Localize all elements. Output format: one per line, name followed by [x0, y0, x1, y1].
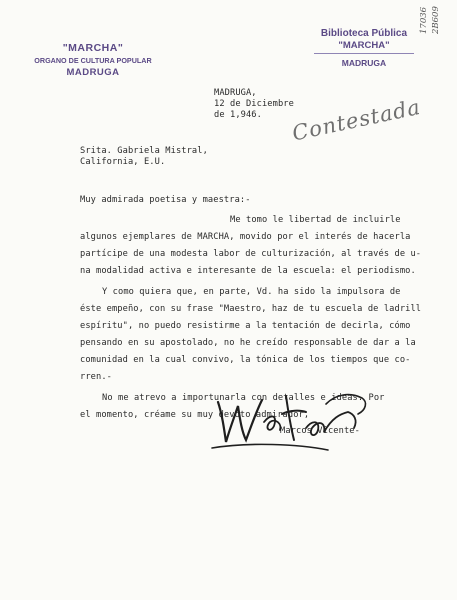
recipient-location: California, E.U.	[80, 157, 166, 167]
typed-signature: Marcos Vicente-	[280, 426, 360, 436]
date-line-2: 12 de Diciembre	[214, 99, 294, 109]
date-line-3: de 1,946.	[214, 110, 262, 120]
body-line: Me tomo le libertad de incluirle	[230, 215, 401, 225]
body-line: rren.-	[80, 372, 112, 382]
stamp-line-3: MADRUGA	[341, 58, 387, 68]
salutation: Muy admirada poetisa y maestra:-	[80, 195, 251, 205]
stamp-divider	[314, 53, 414, 54]
letterhead-city: MADRUGA	[66, 67, 120, 78]
letterhead-marcha	[18, 42, 168, 78]
date-line-1: MADRUGA,	[214, 88, 257, 98]
body-line: Y como quiera que, en parte, Vd. ha sido la impulsora de	[102, 287, 401, 297]
letterhead-subtitle: ORGANO DE CULTURA POPULAR	[34, 56, 152, 65]
body-line: algunos ejemplares de MARCHA, movido por el interés de hacerla	[80, 232, 411, 242]
body-line: partícipe de una modesta labor de culturización, al través de u-	[80, 249, 422, 259]
library-stamp	[300, 28, 428, 68]
stamp-line-1: Biblioteca Pública	[320, 28, 408, 39]
body-line: el momento, créame su muy devoto admirador,	[80, 410, 310, 420]
body-line: comunidad en la cual convivo, la tónica de los tiempos que co-	[80, 355, 411, 365]
body-line: pensando en su apostolado, no he creído responsable de dar a la	[80, 338, 416, 348]
archive-number-1: 17036	[419, 6, 429, 34]
stamp-line-2: "MARCHA"	[338, 40, 390, 51]
body-line: na modalidad activa e interesante de la escuela: el periodismo.	[80, 266, 416, 276]
body-line: espíritu", no puedo resistirme a la tentación de decirla, cómo	[80, 321, 411, 331]
archive-number-2: 2B609	[431, 6, 441, 34]
body-line: No me atrevo a importunarla con detalles e ideas. Por	[102, 393, 385, 403]
recipient-name: Srita. Gabriela Mistral,	[80, 146, 208, 156]
letterhead-name: "MARCHA"	[62, 42, 124, 54]
body-line: éste empeño, con su frase "Maestro, haz de tu escuela de ladrill	[80, 304, 422, 314]
handwritten-signature	[208, 384, 378, 454]
contestada-annotation: Contestada	[290, 94, 423, 146]
